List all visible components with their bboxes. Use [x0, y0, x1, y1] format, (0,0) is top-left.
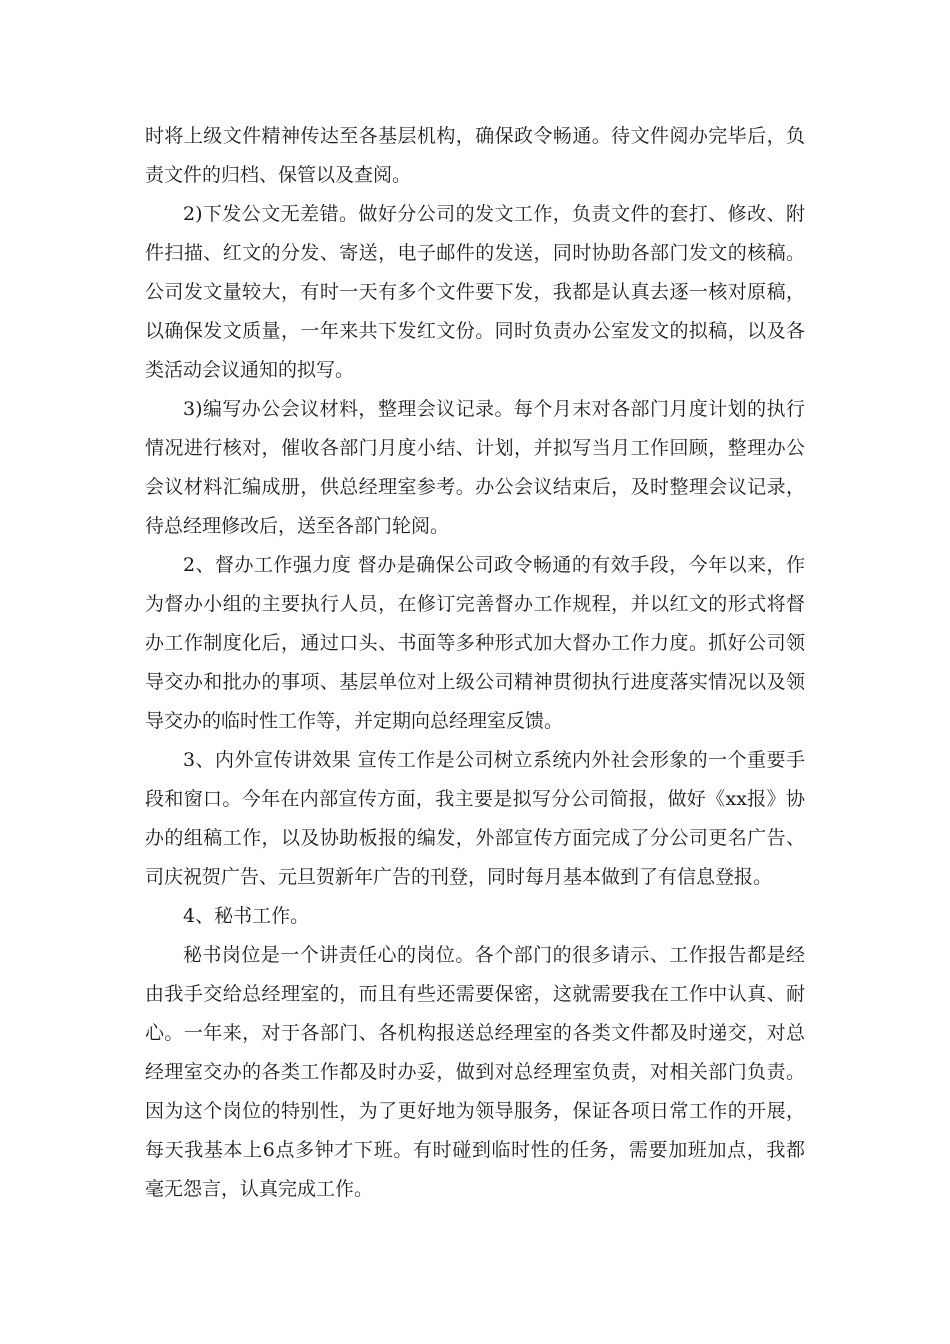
paragraph-first-line: 2、督办工作强力度 督办是确保公司政令畅通的有效手段，今年以来，作	[183, 554, 805, 576]
text-line: 每天我基本上6点多钟才下班。有时碰到临时性的任务，需要加班加点，我都	[145, 1139, 805, 1161]
text-line: 由我手交给总经理室的，而且有些还需要保密，这就需要我在工作中认真、耐	[145, 983, 805, 1005]
paragraph-first-line: 3)编写办公会议材料，整理会议记录。每个月末对各部门月度计划的执行	[183, 398, 805, 420]
text-line: 待总经理修改后，送至各部门轮阅。	[145, 515, 450, 537]
section-heading: 4、秘书工作。	[183, 905, 310, 927]
text-line: 为督办小组的主要执行人员，在修订完善督办工作规程，并以红文的形式将督	[145, 593, 805, 615]
text-line: 以确保发文质量，一年来共下发红文份。同时负责办公室发文的拟稿，以及各	[145, 320, 805, 342]
text-line: 心。一年来，对于各部门、各机构报送总经理室的各类文件都及时递交，对总	[145, 1022, 805, 1044]
paragraph-first-line: 3、内外宣传讲效果 宣传工作是公司树立系统内外社会形象的一个重要手	[183, 749, 805, 771]
paragraph-first-line: 秘书岗位是一个讲责任心的岗位。各个部门的很多请示、工作报告都是经	[183, 944, 805, 966]
text-line: 类活动会议通知的拟写。	[145, 359, 355, 381]
text-line: 毫无怨言，认真完成工作。	[145, 1178, 374, 1200]
text-line: 导交办和批办的事项、基层单位对上级公司精神贯彻执行进度落实情况以及领	[145, 671, 805, 693]
text-line: 经理室交办的各类工作都及时办妥，做到对总经理室负责，对相关部门负责。	[145, 1061, 805, 1083]
text-line: 情况进行核对，催收各部门月度小结、计划，并拟写当月工作回顾，整理办公	[145, 437, 805, 459]
text-line: 导交办的临时性工作等，并定期向总经理室反馈。	[145, 710, 564, 732]
text-line: 司庆祝贺广告、元旦贺新年广告的刊登，同时每月基本做到了有信息登报。	[145, 866, 773, 888]
text-line: 段和窗口。今年在内部宣传方面，我主要是拟写分公司简报，做好《xx报》协	[145, 788, 805, 810]
text-line: 因为这个岗位的特别性，为了更好地为领导服务，保证各项日常工作的开展，	[145, 1100, 805, 1122]
text-line: 办的组稿工作，以及协助板报的编发，外部宣传方面完成了分公司更名广告、	[145, 827, 805, 849]
text-line: 会议材料汇编成册，供总经理室参考。办公会议结束后，及时整理会议记录，	[145, 476, 805, 498]
text-line: 办工作制度化后，通过口头、书面等多种形式加大督办工作力度。抓好公司领	[145, 632, 805, 654]
document-body	[145, 117, 805, 1209]
text-line: 公司发文量较大，有时一天有多个文件要下发，我都是认真去逐一核对原稿，	[145, 281, 805, 303]
paragraph-first-line: 2)下发公文无差错。做好分公司的发文工作，负责文件的套打、修改、附	[183, 203, 805, 225]
text-line: 责文件的归档、保管以及查阅。	[145, 164, 412, 186]
text-line: 时将上级文件精神传达至各基层机构，确保政令畅通。待文件阅办完毕后，负	[145, 125, 805, 147]
text-line: 件扫描、红文的分发、寄送，电子邮件的发送，同时协助各部门发文的核稿。	[145, 242, 805, 264]
